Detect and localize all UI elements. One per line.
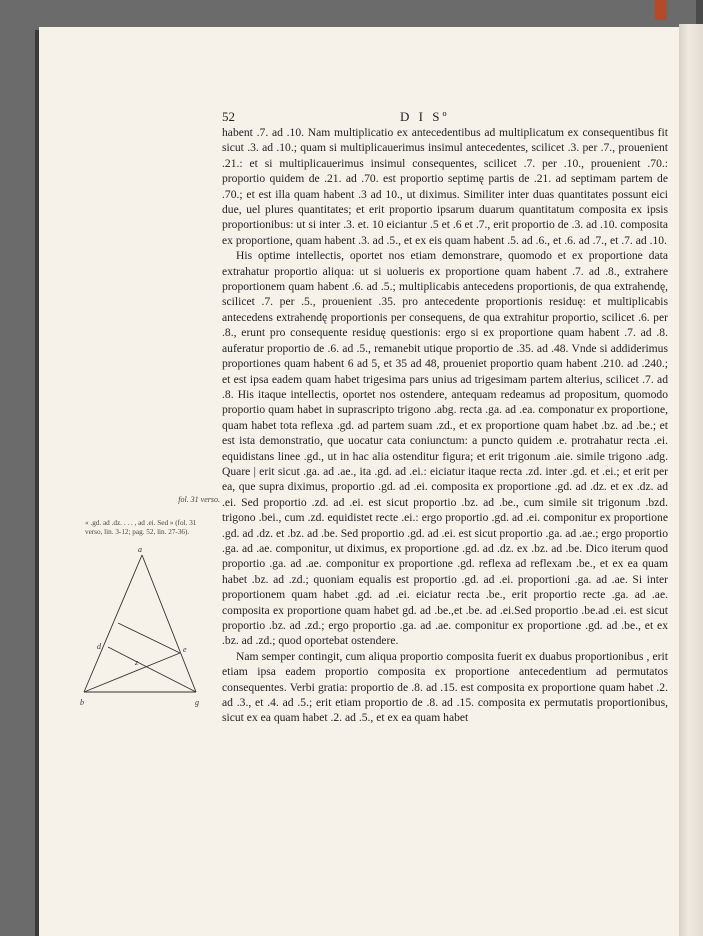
- margin-note-folio: fol. 31 verso.: [178, 495, 220, 504]
- line-ab: [84, 555, 142, 692]
- label-g: g: [195, 698, 199, 707]
- label-a: a: [138, 545, 142, 554]
- page-number: 52: [222, 109, 235, 124]
- triangle-diagram: [80, 545, 210, 710]
- label-b: b: [80, 698, 84, 707]
- page-marker: [655, 0, 667, 20]
- label-d: d: [97, 642, 101, 651]
- paragraph-3: Nam semper contingit, cum aliqua proportio composita fuerit ex duabus proportionibus , erit etiam ipsa eadem proportio composita ex proportione antecedentium ad permutatos consequentes. Verbi gratia: proportio de .8. ad .15. est composita ex proportione quam habet .2. ad .3., et .4. ad .5.; erit etiam proportio de .8. ad .15. composita ex permutatis proportionibus, sicut ex ea quam habet .2. ad .5., et ex ea quam habet: [222, 649, 668, 725]
- line-ag: [142, 555, 196, 692]
- label-e: e: [183, 645, 187, 654]
- next-page-edge: [679, 24, 703, 936]
- paragraph-2: His optime intellectis, oportet nos etiam demonstrare, quomodo et ex proportione data extrahatur proportio aliqua: ut si uolueris ex proportione quam habent .7. ad .8., extrahere proportionem quam habent .6. ad .5.; multiplicabis antecedens proportionis, de qua extrahendę, scilicet .7. per .5., prouenient .35. pro antecedente proportionis residuę: et multiplicabis antecedens extrahendę proportionis per consequens, de qua extrahitur proportio, scilicet .6. per .8., erunt pro consequente residuę questionis: ergo si ex proportione quam habent .7. ad .8. auferatur proportio de .6. ad .5., remanebit utique proportio de .35. ad .48. Vnde si addiderimus proportiones quam habent 6 ad 5, et 35 ad 48, proueniet proportio quam habent .210. ad .240.; et est ipsa eadem quam habet trigesima pars unius ad trigesimam partem alterius, scilicet .7. ad .8. His itaque intellectis, oportet nos ostendere, antequam redeamus ad propositum, quomodo proportio quam habet in suprascripto trigono .abg. recta .ga. ad .ea. componatur ex proportione, quam habet tota reflexa .gd. ad partem suam .zd., et ex proportione quam habet .bz. ad .be.; et est ista demonstratio, que uocatur cata coniunctum: a puncto quidem .e. protrahatur recta .ei. equidistans linee .gd., ut in hac alia ostenditur figura; et erit trigonum .aie. simile trigono .adg. Quare | erit sicut .ga. ad .ae., ita .gd. ad .ei.: eiciatur itaque recta .zd. inter .gd. et .ei.; et erit per ea, que supra diximus, proportio .gd. ad .ei. composita ex proportione .gd. ad .dz. et ex .dz. ad .ei. Sed proportio .zd. ad .ei. est sicut proportio .bz. ad .be., cum simile sit trigonum .bzd. trigono .bei., cum .zd. equidistet recte .ei.: ergo proportio .gd. ad .ei. componitur ex proportione .gd. ad .dz. et .bz. ad .be. Sed proportio .gd. ad .ei. est sicut proportio .ga. ad .ae.; ergo proportio .ga. ad .ae. componitur, ut diximus, ex proportione .gd. ad .dz. ex .bz. ad .be. Dico iterum quod proportio .ga. ad .ae. componitur ex proportione .gd. reflexa ad reflexam .be., et ex ea quam habet .bz. ad .zd.; quoniam equalis est proportio .gd. ad .ei. proportioni .ga. ad .ae. Si inter proportionem quam habet .gd. ad .ei. eiciatur recta .be., erit proportio recte .ga. ad .ae. composita ex proportione quam habet gd. ad .be.,et .be. ad .ei.Sed proportio .be.ad .ei. est sicut proportio .bz. ad .zd.; ergo proportio .ga. ad .ae. componitur ex proportione .gd. ad .be., et ex .bz. ad .zd.; quod oportebat ostendere.: [222, 249, 668, 648]
- margin-note-reference: « .gd. ad .dz. . . . , ad .ei. Sed » (fol. 31 verso, lin. 3-12; pag. 52, lin. 27-36).: [85, 519, 197, 536]
- paragraph-1: habent .7. ad .10. Nam multiplicatio ex antecedentibus ad multiplicatum ex consequentibus fit sicut .3. ad .10.; quam si multiplicauerimus insimul antecedentes, scilicet .3. per .7., prouenient .21.: et si multiplicauerimus insimul consequentes, scilicet .7. per .10., prouenient .70.: proportio quidem de .21. ad .70. est proportio septimę partis de .21. ad septimam partem de .70.; et est illa quam habent .3 ad 10., ut diximus. Similiter inter duas quantitates possunt eici due, uel plures quantitates; et erit proportio ipsarum duarum quantitatum composita ex ipsis proportionibus: ut si inter .3. et. 10 eiciantur .5 et .6 et .7., erit proportio de .3. ad .10. composita ex proportione, quam habent .3. ad .5., et ex eis quam habent .5. ad .6., et .6. ad .7., et .7. ad .10.: [222, 126, 668, 247]
- running-head: D I Sº: [400, 109, 450, 124]
- body-text: [222, 125, 668, 726]
- label-z: z: [135, 658, 139, 667]
